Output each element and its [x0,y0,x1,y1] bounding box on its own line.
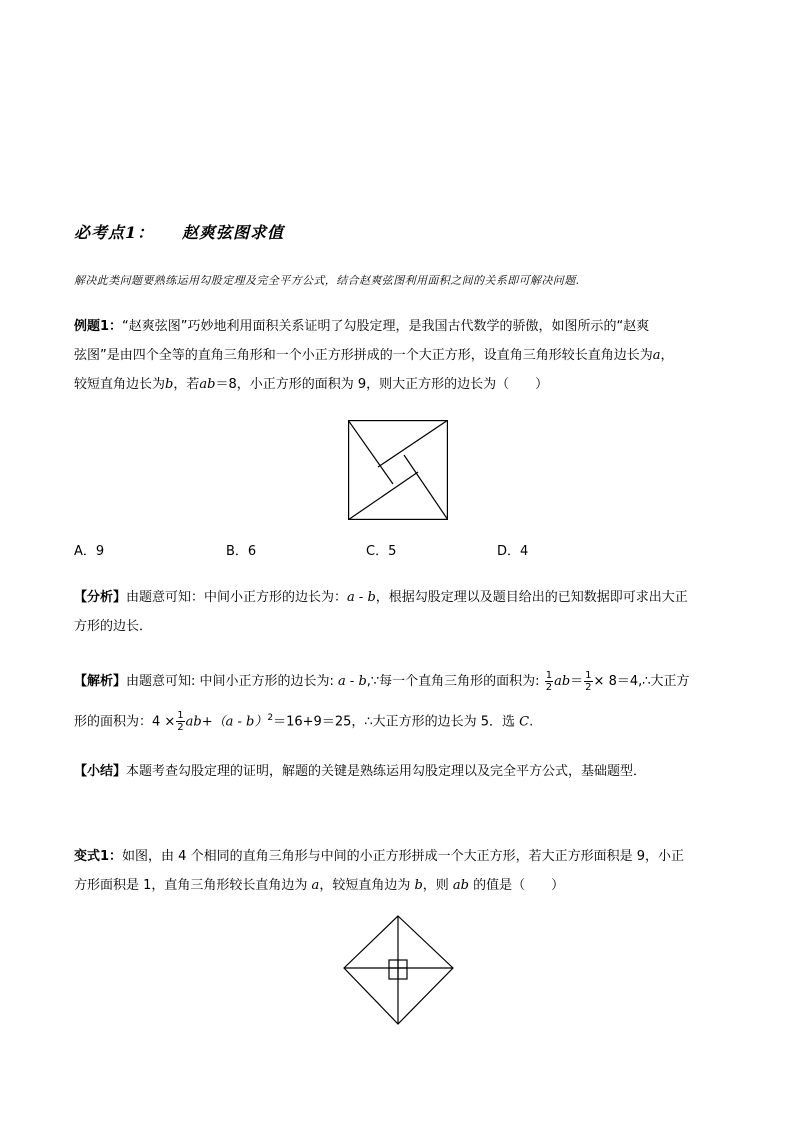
fraction-half: $\frac{1}{2}$ [585,670,592,693]
summary-label: 【小结】 [74,764,127,779]
option-a: A．9 [74,544,105,559]
section-title-text: 赵爽弦图求值 [182,223,285,242]
option-c: C．5 [366,544,397,559]
fraction-half: $\frac{1}{2}$ [545,670,553,693]
answer-letter: C [519,714,530,730]
option-d: D．4 [497,544,529,559]
variant-label: 变式1： [74,849,123,864]
example-line-2: 弦图”是由四个全等的直角三角形和一个小正方形拼成的一个大正方形，设直角三角形较长直角边长为a， [74,348,674,363]
solution-block: 【解析】由题意可知: 中间小正方形的边长为: a - b,∵每一个直角三角形的面积为: $\frac{1}{2}$ ab＝ $\frac{1}{2}$ × 8＝4,∴大正方 形的面积为：4 × $\frac{1}{2}$ ab+（a - b）$^2$＝16+9＝25，∴大正方形的边长为 5．选 C. [74,670,690,734]
section-heading [74,220,284,243]
intro-text: 解决此类问题要熟练运用勾股定理及完全平方公式，结合赵爽弦图利用面积之间的关系即可解决问题. [74,274,580,287]
diagram-line [378,420,448,467]
diagram-line [348,472,418,520]
rotated-square-diagram [341,914,455,1028]
solution-label: 【解析】 [74,674,127,689]
fraction-half: $\frac{1}{2}$ [177,710,184,734]
summary-block: 【小结】本题考查勾股定理的证明，解题的关键是熟练运用勾股定理以及完全平方公式，基础题型． [74,764,647,779]
example-label: 例题1： [74,319,123,334]
example-line-3: 较短直角边长为b，若ab＝8，小正方形的面积为 9，则大正方形的边长为（ ） [74,377,549,392]
variant-1: 变式1：如图，由 4 个相同的直角三角形与中间的小正方形拼成一个大正方形，若大正方形面积是 9，小正 方形面积是 1，直角三角形较长直角边为 a，较短直角边为 b，则 ab 的值是（ ） [74,849,684,893]
analysis-block: 【分析】由题意可知：中间小正方形的边长为：a - b，根据勾股定理以及题目给出的已知数据即可求出大正 方形的边长． [74,590,688,634]
zhao-shuang-diagram [348,420,448,520]
example-line-1: 例题1：“赵爽弦图”巧妙地利用面积关系证明了勾股定理，是我国古代数学的骄傲，如图所示的“赵爽 [74,319,650,334]
section-label: 必考点1： [74,223,155,242]
diagram-line [348,420,393,484]
big-square [349,421,448,520]
option-b: B．6 [226,544,257,559]
example-1 [74,312,734,399]
diagram-line [404,455,448,520]
analysis-label: 【分析】 [74,590,127,605]
